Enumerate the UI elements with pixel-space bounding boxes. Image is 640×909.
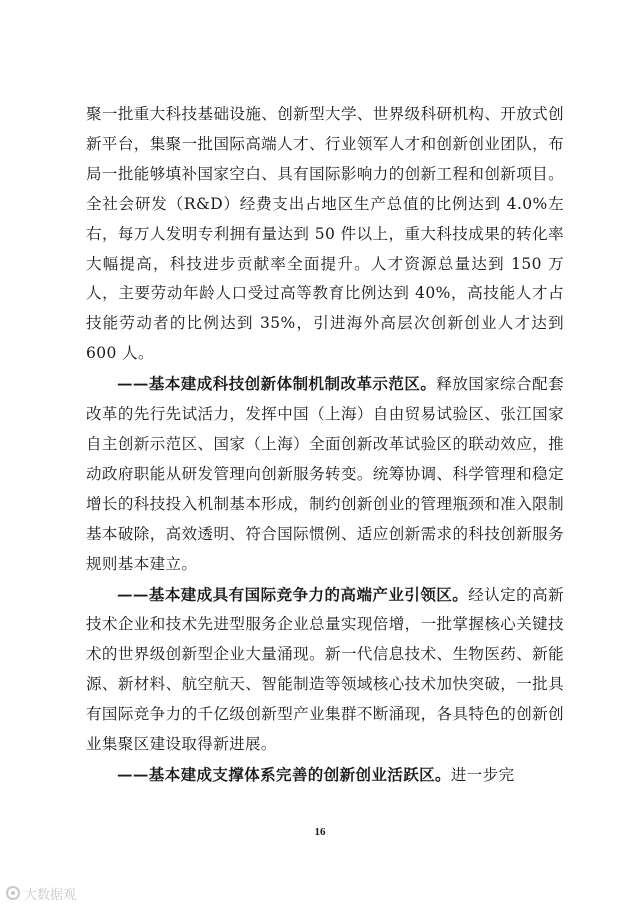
paragraph-2-heading: ——基本建成科技创新体制机制改革示范区。 xyxy=(117,374,437,394)
paragraph-4-body: 进一步完 xyxy=(450,765,515,784)
paragraph-1: 聚一批重大科技基础设施、创新型大学、世界级科研机构、开放式创新平台，集聚一批国际高端人才、行业领军人才和创新创业团队，布局一批能够填补国家空白、具有国际影响力的创新工程和创新项目。全社会研发（R&D）经费支出占地区生产总值的比例达到 4.0%左右，每万人发明专利拥有量达到 50 件以上，重大科技成果的转化率大幅提高，科技进步贡献率全面提升。人才资源总量达到 150 万人，主要劳动年龄人口受过高等教育比例达到 40%，高技能人才占技能劳动者的比例达到 35%，引进海外高层次创新创业人才达到 600 人。 xyxy=(86,105,564,363)
paragraph-3-heading: ——基本建成具有国际竞争力的高端产业引领区。 xyxy=(117,584,469,604)
body-text xyxy=(86,100,564,791)
paragraph-2-body: 释放国家综合配套改革的先行先试活力，发挥中国（上海）自由贸易试验区、张江国家自主创新示范区、国家（上海）全面创新改革试验区的联动效应，推动政府职能从研发管理向创新服务转变。统筹协调、科学管理和稳定增长的科技投入机制基本形成，制约创新创业的管理瓶颈和准入限制基本破除，高效透明、符合国际惯例、适应创新需求的科技创新服务规则基本建立。 xyxy=(86,375,564,573)
watermark xyxy=(6,883,76,903)
paragraph-4-heading: ——基本建成支撑体系完善的创新创业活跃区。 xyxy=(117,764,451,784)
paragraph-4 xyxy=(86,760,564,791)
paragraph-3 xyxy=(86,580,564,760)
page-number: 16 xyxy=(314,826,326,838)
watermark-text: 大数据观 xyxy=(24,887,77,903)
paragraph-3-body: 经认定的高新技术企业和技术先进型服务企业总量实现倍增，一批掌握核心关键技术的世界级创新型企业大量涌现。新一代信息技术、生物医药、新能源、新材料、航空航天、智能制造等领域核心技术加快突破，一批具有国际竞争力的千亿级创新型产业集群不断涌现，各具特色的创新创业集聚区建设取得新进展。 xyxy=(86,585,564,754)
weibo-logo-icon xyxy=(6,886,20,900)
paragraph-2 xyxy=(86,369,564,579)
